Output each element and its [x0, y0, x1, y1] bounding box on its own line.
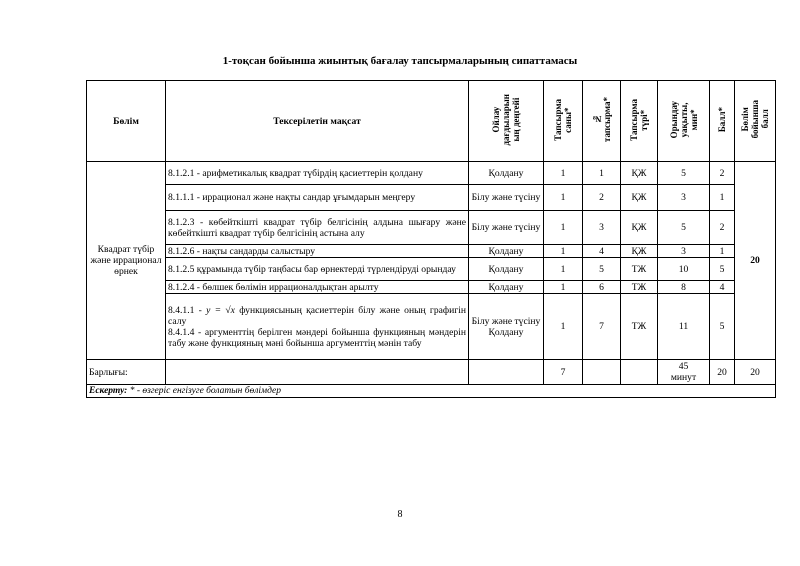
sqrt-formula: y = √x [206, 304, 235, 316]
objective-cell: 8.1.2.5 құрамында түбір таңбасы бар өрнектерді түрлендіруді орындау [166, 258, 469, 281]
totals-score: 20 [710, 360, 735, 385]
type-cell: ҚЖ [621, 211, 658, 245]
num-cell: 3 [583, 211, 621, 245]
objective-cell: 8.1.1.1 - иррационал және нақты сандар ұғымдарын меңгеру [166, 185, 469, 211]
type-cell: ТЖ [621, 294, 658, 360]
type-cell: ҚЖ [621, 185, 658, 211]
count-cell: 1 [544, 211, 583, 245]
header-task-count: Тапсырма саны* [553, 98, 573, 141]
header-task-type: Тапсырма түрі* [629, 98, 649, 141]
table-row [87, 185, 776, 211]
score-cell: 5 [710, 258, 735, 281]
level-cell: Қолдану [469, 281, 544, 294]
objective-a: 8.4.1.1 - y = √x функциясының қасиеттерін білу және оның графигін салу [168, 304, 466, 327]
score-cell: 1 [710, 185, 735, 211]
header-row [87, 81, 776, 162]
spec-table [86, 80, 776, 398]
type-cell: ТЖ [621, 281, 658, 294]
num-cell: 4 [583, 245, 621, 258]
header-objective: Тексерілетін мақсат [166, 81, 469, 162]
type-cell: ҚЖ [621, 162, 658, 185]
score-cell: 2 [710, 162, 735, 185]
note-label: Ескерту: [89, 385, 128, 396]
totals-count: 7 [544, 360, 583, 385]
objective-cell: 8.1.2.1 - арифметикалық квадрат түбірдің қасиеттерін қолдану [166, 162, 469, 185]
header-section-score: Бөлім бойынша балл [740, 100, 770, 139]
count-cell: 1 [544, 294, 583, 360]
document-title: 1-тоқсан бойынша жиынтық бағалау тапсырмаларының сипаттамасы [222, 55, 578, 67]
time-cell: 3 [658, 245, 710, 258]
note-row [87, 385, 776, 398]
table-row [87, 258, 776, 281]
type-cell: ТЖ [621, 258, 658, 281]
objective-cell [166, 294, 469, 360]
totals-label: Барлығы: [87, 360, 166, 385]
table-row [87, 294, 776, 360]
objective-cell: 8.1.2.3 - көбейткішті квадрат түбір белгісінің алдына шығару және көбейткішті квадрат түбір белгісінің астына алу [166, 211, 469, 245]
score-cell: 2 [710, 211, 735, 245]
count-cell: 1 [544, 162, 583, 185]
score-cell: 4 [710, 281, 735, 294]
header-score: Балл* [717, 106, 727, 133]
type-cell: ҚЖ [621, 245, 658, 258]
objective-cell: 8.1.2.4 - бөлшек бөлімін иррационалдықтан арылту [166, 281, 469, 294]
score-cell: 1 [710, 245, 735, 258]
totals-section-score: 20 [735, 360, 776, 385]
count-cell: 1 [544, 258, 583, 281]
totals-row [87, 360, 776, 385]
num-cell: 1 [583, 162, 621, 185]
time-cell: 10 [658, 258, 710, 281]
header-task-number: № тапсырма* [591, 96, 612, 143]
objective-cell: 8.1.2.6 - нақты сандарды салыстыру [166, 245, 469, 258]
num-cell: 2 [583, 185, 621, 211]
level-cell: Білу және түсіну [469, 211, 544, 245]
page-number: 8 [397, 509, 403, 520]
num-cell: 7 [583, 294, 621, 360]
time-cell: 5 [658, 211, 710, 245]
level-cell: Қолдану [469, 162, 544, 185]
time-cell: 5 [658, 162, 710, 185]
time-cell: 11 [658, 294, 710, 360]
count-cell: 1 [544, 245, 583, 258]
table-row [87, 211, 776, 245]
totals-time: 45 минут [658, 360, 710, 385]
time-cell: 3 [658, 185, 710, 211]
count-cell: 1 [544, 281, 583, 294]
table-row [87, 162, 776, 185]
level-cell: Қолдану [469, 245, 544, 258]
note-text: * - өзгеріс енгізуге болатын бөлімдер [127, 385, 281, 396]
section-total: 20 [735, 162, 776, 360]
header-thinking-level: Ойлау дағдыларын ың деңгейі [491, 93, 521, 146]
table-row [87, 245, 776, 258]
section-name: Квадрат түбір және иррационал өрнек [87, 162, 166, 360]
score-cell: 5 [710, 294, 735, 360]
header-section: Бөлім [87, 81, 166, 162]
header-time: Орындау уақыты, мин* [668, 100, 699, 139]
num-cell: 5 [583, 258, 621, 281]
num-cell: 6 [583, 281, 621, 294]
level-cell: Қолдану [469, 258, 544, 281]
table-row [87, 281, 776, 294]
time-cell: 8 [658, 281, 710, 294]
level-cell: Білу және түсіну Қолдану [469, 294, 544, 360]
objective-b: 8.4.1.4 - аргументтің берілген мәндері бойынша функцияның мәндерін табу және функцияның мәні бойынша аргументтің мәнін табу [168, 326, 466, 349]
level-cell: Білу және түсіну [469, 185, 544, 211]
count-cell: 1 [544, 185, 583, 211]
